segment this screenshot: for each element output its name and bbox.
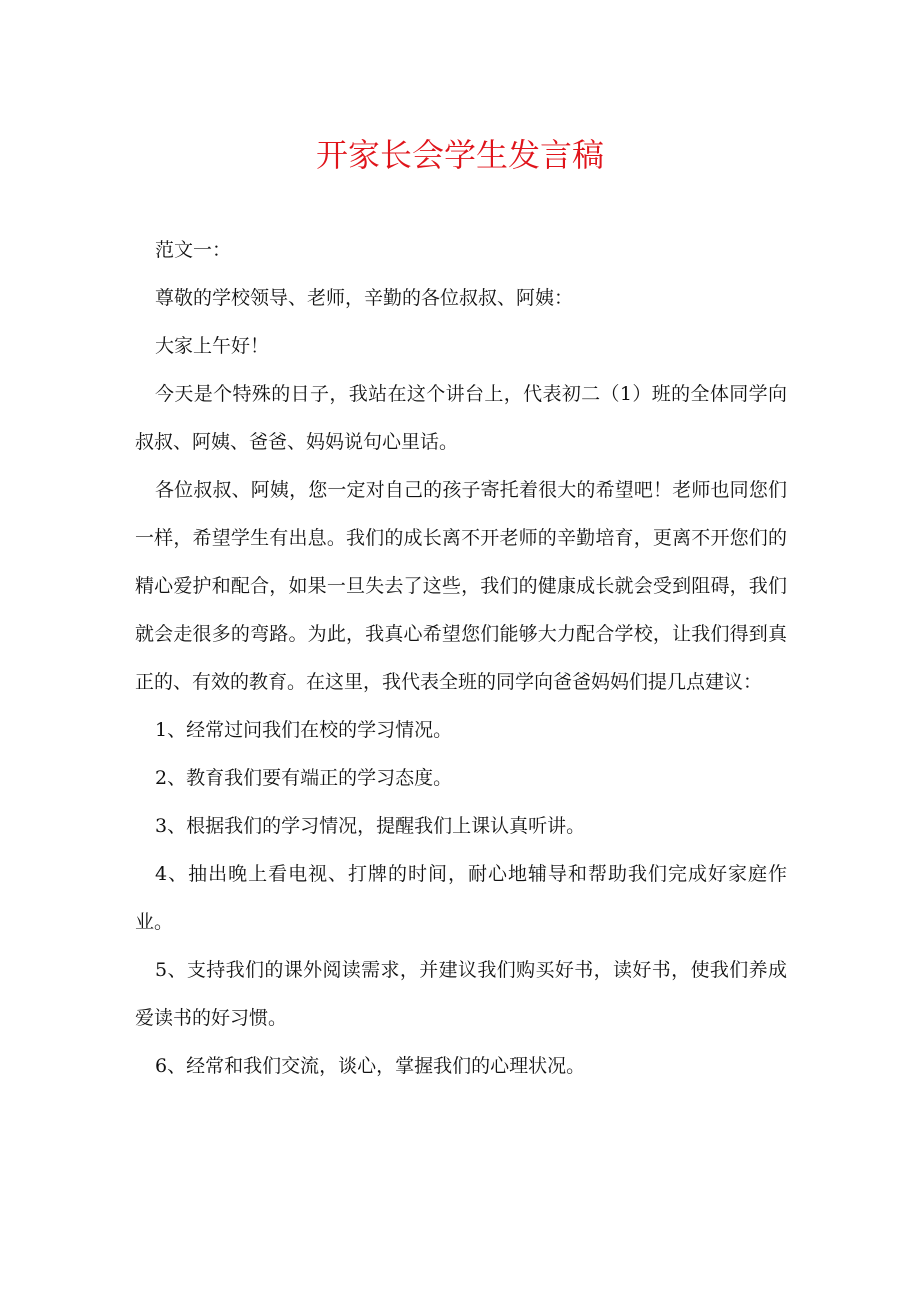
document-title: 开家长会学生发言稿 [315, 136, 604, 174]
list-item-suggestion-4: 4、抽出晚上看电视、打牌的时间，耐心地辅导和帮助我们完成好家庭作业。 [135, 863, 787, 933]
list-item-suggestion-3: 3、根据我们的学习情况，提醒我们上课认真听讲。 [155, 815, 586, 837]
list-item-suggestion-1: 1、经常过问我们在校的学习情况。 [155, 719, 453, 741]
list-item-suggestion-2: 2、教育我们要有端正的学习态度。 [155, 767, 453, 789]
paragraph-salutation-label: 范文一： [155, 239, 232, 261]
document-body [135, 226, 787, 1090]
list-item-suggestion-5: 5、支持我们的课外阅读需求，并建议我们购买好书，读好书，使我们养成爱读书的好习惯。 [135, 959, 787, 1029]
paragraph-greeting-audience: 尊敬的学校领导、老师，辛勤的各位叔叔、阿姨： [155, 287, 574, 309]
paragraph-main: 各位叔叔、阿姨，您一定对自己的孩子寄托着很大的希望吧！老师也同您们一样，希望学生有出息。我们的成长离不开老师的辛勤培育，更离不开您们的精心爱护和配合，如果一旦失去了这些，我们的健康成长就会受到阻碍，我们就会走很多的弯路。为此，我真心希望您们能够大力配合学校，让我们得到真正的、有效的教育。在这里，我代表全班的同学向爸爸妈妈们提几点建议： [135, 479, 787, 693]
list-item-suggestion-6: 6、经常和我们交流，谈心，掌握我们的心理状况。 [155, 1055, 586, 1077]
paragraph-intro: 今天是个特殊的日子，我站在这个讲台上，代表初二（1）班的全体同学向叔叔、阿姨、爸爸、妈妈说句心里话。 [135, 383, 787, 453]
paragraph-greeting: 大家上午好！ [155, 335, 270, 357]
